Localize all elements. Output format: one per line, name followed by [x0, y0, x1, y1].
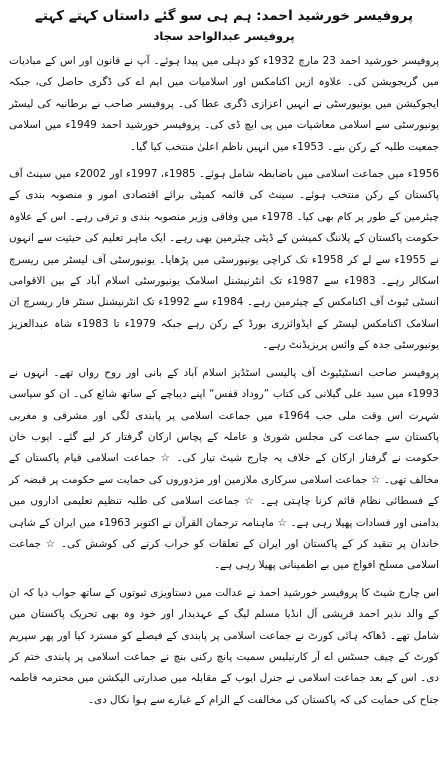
article-author: پروفیسر عبدالواحد سجاد — [153, 29, 295, 43]
paragraph: پروفیسر صاحب انسٹیٹیوٹ آف پالیسی اسٹڈیز اسلام آباد کے بانی اور روح رواں تھے۔ انہوں نے 1993ء میں سید علی گیلانی کی کتاب ”روداد قفس“ اپنے دیباچے کے ساتھ شائع کی۔ ان کو سیاسی شہرت اس وقت ملی جب 1964ء میں جماعت اسلامی پر پابندی لگی اور مشرقی و مغربی پاکستان سے جماعت کی مجلس شوریٰ و عاملہ کے پچاس ارکان گرفتار کر لیے گئے۔ ایوب خان حکومت نے گرفتار ارکان کے خلاف یہ چارج شیٹ تیار کی۔ ☆ جماعت اسلامی قیام پاکستان کے مخالف تھی۔ ☆ جماعت اسلامی سرکاری ملازمین اور مزدوروں کی حمایت سے حکومت پر قبضہ کر کے فسطائی نظام قائم کرنا چاہتی ہے۔ ☆ جماعت اسلامی کی طلبہ تنظیم تعلیمی اداروں میں بدامنی اور فسادات پھیلا رہی ہے۔ ☆ ماہنامہ ترجمان القرآن نے اکتوبر 1963ء میں ایران کے شاہی خاندان پر تنقید کر کے پاکستان اور ایران کے تعلقات کو خراب کرنے کی کوشش کی۔ ☆ جماعت اسلامی مسلح افواج میں بے اطمینانی پھیلا رہی ہے۔ — [9, 366, 440, 572]
paragraph: 1956ء میں جماعت اسلامی میں باضابطہ شامل ہوئے۔ 1985ء، 1997ء اور 2002ء میں سینٹ آف پاکستان کے رکن منتخب ہوئے۔ سینٹ کی قائمہ کمیٹی برائے اقتصادی امور و منصوبہ بندی کے چیئرمین کے طور پر کام بھی کیا۔ 1978ء میں وفاقی وزیر منصوبہ بندی و ترقی رہے۔ اس کے علاوہ حکومت پاکستان کے پلاننگ کمیشن کے ڈپٹی چیئرمین بھی رہے۔ ایک ماہر تعلیم کی حیثیت سے انہوں نے 1955ء سے لے کر 1958ء تک کراچی یونیورسٹی میں پڑھایا۔ یونیورسٹی آف لیسٹر میں ریسرچ اسکالر رہے۔ 1983ء سے 1987ء تک انٹرنیشنل اسلامک یونیورسٹی اسلام آباد کے بین الاقوامی انسٹی ٹیوٹ آف اکنامکس کے چیئرمین رہے۔ 1984ء سے 1992ء تک انٹرنیشنل سنٹر فار ریسرچ ان اسلامک اکنامکس لیسٹر کے ایڈوائزری بورڈ کے رکن رہے جبکہ 1979ء تا 1983ء شاہ عبدالعزیز یونیورسٹی جدہ کے وائس پریزیڈنٹ رہے۔ — [9, 168, 440, 352]
article-title: پروفیسر خورشید احمد: ہم ہی سو گئے داستاں کہتے کہتے — [34, 8, 414, 24]
paragraph: اس چارج شیٹ کا پروفیسر خورشید احمد نے عدالت میں دستاویزی ثبوتوں کے ساتھ جواب دیا کہ ان کے والد نذیر احمد قریشی آل انڈیا مسلم لیگ کے عہدیدار اور خود وہ بھی تحریک پاکستان میں شامل تھے۔ ڈھاکہ ہائی کورٹ نے جماعت اسلامی پر پابندی کے فیصلے کو مسترد کیا اور پھر سپریم کورٹ کے چیف جسٹس اے آر کارنیلیس سمیت پانچ رکنی بنچ نے جماعت اسلامی پر پابندی ختم کر دی۔ اس کے بعد جماعت اسلامی نے جنرل ایوب کے مقابلہ میں صدارتی الیکشن میں محترمہ فاطمہ جناح کی حمایت کی کہ پاکستان کی مخالفت کے الزام کے غبارے سے ہوا نکال دی۔ — [9, 586, 439, 706]
paragraph: پروفیسر خورشید احمد 23 مارچ 1932ء کو دہلی میں پیدا ہوئے۔ آپ نے قانون اور اس کے مبادیات میں گریجویشن کی۔ علاوہ ازیں اکنامکس اور اسلامیات میں ایم اے کی ڈگری حاصل کی، جبکہ ایجوکیشن میں یونیورسٹی نے انہیں اعزازی ڈگری عطا کی۔ پروفیسر صاحب نے برطانیہ کی لیسٹر یونیورسٹی سے اسلامی معاشیات میں پی ایچ ڈی کی۔ پروفیسر خورشید احمد 1949ء میں اسلامی جمعیت طلبہ کے رکن بنے۔ 1953ء میں انہیں ناظم اعلیٰ منتخب کیا گیا۔ — [9, 55, 439, 153]
